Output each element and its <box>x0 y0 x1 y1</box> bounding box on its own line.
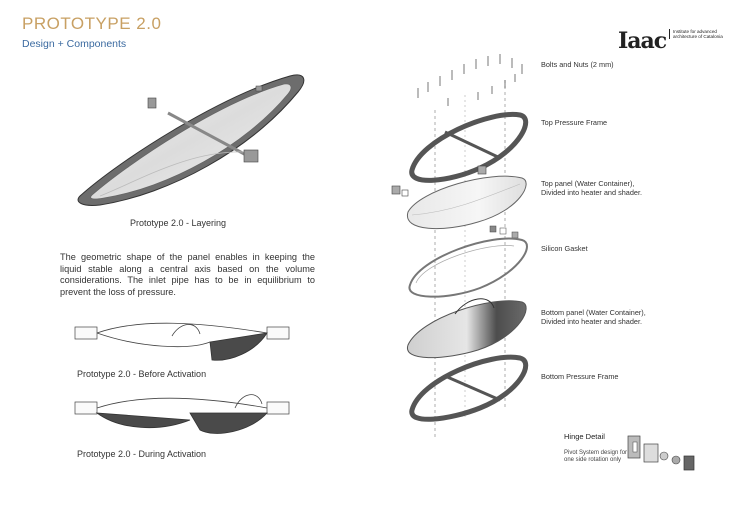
label-bottom-pressure-frame: Bottom Pressure Frame <box>541 372 619 381</box>
hinge-detail-title: Hinge Detail <box>564 432 605 441</box>
layering-caption: Prototype 2.0 - Layering <box>130 218 227 228</box>
page-subtitle: Design + Components <box>22 38 127 50</box>
bottom-pressure-frame <box>412 357 526 419</box>
during-activation-caption: Prototype 2.0 - During Activation <box>77 449 207 459</box>
layering-drawing <box>78 75 304 205</box>
label-bottom-panel: Bottom panel (Water Container), Divided into heater and shader. <box>541 308 646 326</box>
page-title: PROTOTYPE 2.0 <box>22 14 162 33</box>
description-paragraph: The geometric shape of the panel enables in keeping the liquid stable along a central axis based on the volume considerations. The inlet pipe has to be in equilibrium to prevent the loss of pressure. <box>60 252 315 297</box>
iaac-logo-text: Institute for advanced architecture of Catalonia <box>669 29 730 39</box>
before-activation-drawing <box>75 323 289 360</box>
hinge-detail-drawing <box>628 436 694 470</box>
bottom-panel <box>407 299 526 358</box>
during-activation-drawing <box>75 395 289 434</box>
label-top-pressure-frame: Top Pressure Frame <box>541 118 608 127</box>
bolts-and-nuts <box>418 54 522 106</box>
label-silicon-gasket: Silicon Gasket <box>541 244 588 253</box>
hinge-detail-description: Pivot System design for one side rotation only <box>564 450 628 463</box>
before-activation-caption: Prototype 2.0 - Before Activation <box>77 369 207 379</box>
label-top-panel: Top panel (Water Container), Divided into heater and shader. <box>541 179 643 197</box>
exploded-view-drawing <box>392 54 527 440</box>
label-bolts-and-nuts: Bolts and Nuts (2 mm) <box>541 60 614 69</box>
iaac-logo: Iaac <box>618 28 667 54</box>
silicon-gasket <box>409 239 527 297</box>
top-pressure-frame <box>412 114 526 180</box>
top-panel <box>407 176 526 228</box>
